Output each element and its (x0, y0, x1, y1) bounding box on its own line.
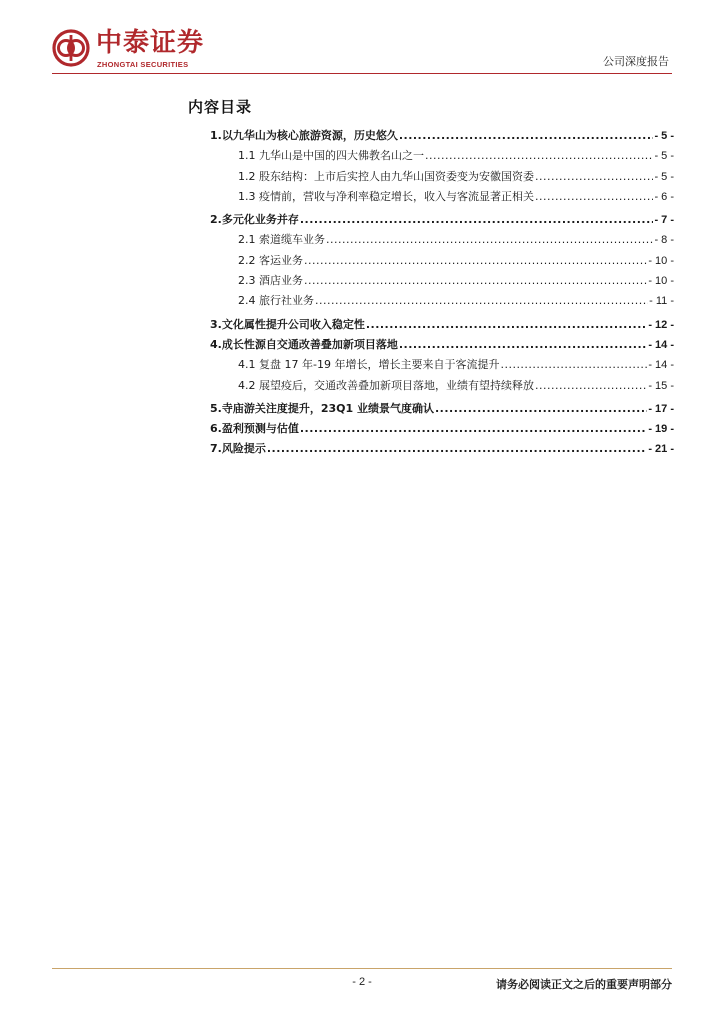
toc-dot-leader (399, 338, 647, 352)
toc-entry-title: 2.3 酒店业务 (238, 274, 303, 288)
toc-dot-leader (366, 318, 647, 332)
toc-section-entry[interactable] (210, 379, 674, 399)
toc-dot-leader (500, 358, 647, 372)
footer-divider (52, 968, 672, 969)
toc-section-entry[interactable] (210, 358, 674, 378)
toc-dot-leader (535, 379, 647, 393)
toc-chapter-entry[interactable] (210, 318, 674, 338)
toc-entry-page: - 21 - (648, 443, 674, 456)
toc-section-entry[interactable] (210, 233, 674, 253)
toc-section-entry[interactable] (210, 254, 674, 274)
toc-entry-title: 4.成长性源自交通改善叠加新项目落地 (210, 337, 398, 351)
toc-entry-page: - 7 - (654, 214, 674, 227)
toc-dot-leader (535, 190, 653, 204)
toc-entry-title: 6.盈利预测与估值 (210, 422, 299, 436)
toc-entry-page: - 5 - (654, 150, 674, 163)
toc-section-entry[interactable] (210, 170, 674, 190)
toc-chapter-entry[interactable] (210, 442, 674, 462)
toc-chapter-entry[interactable] (210, 338, 674, 358)
toc-entry-title: 1.1 九华山是中国的四大佛教名山之一 (238, 149, 424, 163)
toc-dot-leader (300, 213, 654, 227)
page-number: - 2 - (352, 976, 372, 988)
toc-entry-page: - 12 - (648, 318, 674, 331)
toc-entry-page: - 10 - (648, 275, 674, 288)
toc-entry-title: 2.4 旅行社业务 (238, 294, 314, 308)
toc-dot-leader (304, 254, 647, 268)
toc-dot-leader (425, 149, 653, 163)
toc-section-entry[interactable] (210, 149, 674, 169)
toc-entry-title: 4.2 展望疫后，交通改善叠加新项目落地，业绩有望持续释放 (238, 378, 534, 392)
toc-entry-page: - 5 - (654, 170, 674, 183)
toc-dot-leader (304, 274, 647, 288)
toc-entry-page: - 5 - (654, 130, 674, 142)
toc-entry-title: 1.3 疫情前，营收与净利率稳定增长，收入与客流显著正相关 (238, 189, 534, 203)
toc-dot-leader (399, 129, 654, 143)
toc-chapter-entry[interactable] (210, 213, 674, 233)
company-logo (52, 27, 222, 71)
toc-entry-title: 1.以九华山为核心旅游资源，历史悠久 (210, 129, 398, 142)
toc-entry-title: 7.风险提示 (210, 442, 266, 456)
toc-entry-title: 2.1 索道缆车业务 (238, 233, 325, 247)
toc-dot-leader (435, 402, 647, 416)
toc-entry-title: 2.多元化业务并存 (210, 213, 299, 227)
toc-entry-page: - 10 - (648, 254, 674, 267)
toc-entry-page: - 8 - (654, 234, 674, 247)
toc-chapter-entry[interactable] (210, 402, 674, 422)
report-type-label: 公司深度报告 (603, 55, 669, 68)
toc-dot-leader (267, 442, 647, 456)
toc-dot-leader (326, 233, 653, 247)
toc-chapter-entry[interactable] (210, 129, 674, 149)
footer-disclaimer: 请务必阅读正文之后的重要声明部分 (496, 978, 672, 991)
toc-entry-title: 5.寺庙游关注度提升，23Q1 业绩景气度确认 (210, 401, 434, 415)
table-of-contents (210, 129, 674, 463)
zhongtai-logo-icon (52, 29, 90, 67)
toc-entry-title: 4.1 复盘 17 年-19 年增长，增长主要来自于客流提升 (238, 358, 500, 372)
toc-section-entry[interactable] (210, 294, 674, 314)
toc-dot-leader (535, 170, 653, 184)
toc-entry-page: - 14 - (648, 359, 674, 372)
toc-entry-page: - 14 - (648, 338, 674, 351)
logo-chinese-name: 中泰证券 (96, 28, 205, 58)
toc-title: 内容目录 (188, 98, 253, 116)
toc-entry-title: 2.2 客运业务 (238, 253, 303, 267)
toc-entry-page: - 15 - (648, 379, 674, 392)
toc-entry-page: - 19 - (648, 423, 674, 436)
toc-dot-leader (300, 422, 647, 436)
toc-chapter-entry[interactable] (210, 422, 674, 442)
toc-entry-page: - 11 - (649, 295, 674, 308)
toc-dot-leader (315, 294, 648, 308)
toc-section-entry[interactable] (210, 190, 674, 210)
toc-section-entry[interactable] (210, 274, 674, 294)
toc-entry-page: - 6 - (654, 190, 674, 203)
toc-entry-title: 3.文化属性提升公司收入稳定性 (210, 317, 365, 331)
toc-entry-page: - 17 - (648, 402, 674, 415)
header-divider (52, 73, 672, 74)
logo-english-name: ZHONGTAI SECURITIES (97, 60, 189, 69)
toc-entry-title: 1.2 股东结构：上市后实控人由九华山国资委变为安徽国资委 (238, 169, 534, 183)
